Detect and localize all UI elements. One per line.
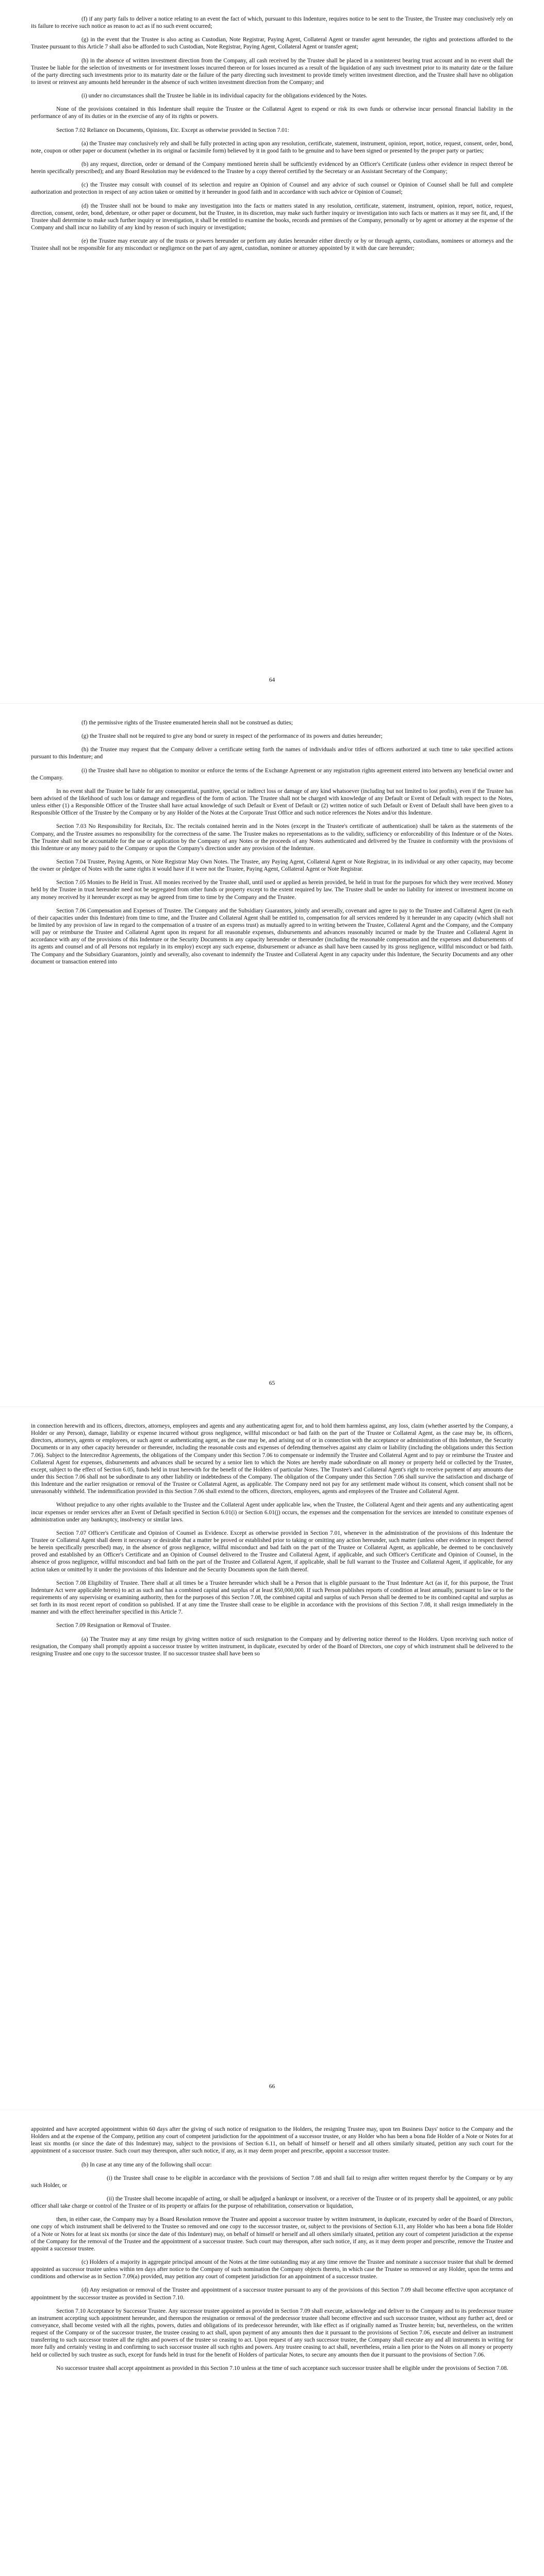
clause-7-02-e: (e) the Trustee may execute any of the trusts or powers hereunder or perform any duties hereunder either directly or by or through agents, custodians, nominees or attorneys and the Trustee shall not be responsible for any misconduct or negligence on the part of any agent, custodian, nominee or attorney appointed by it with due care hereunder; — [31, 238, 513, 252]
clause-7-01-g: (g) in the event that the Trustee is also acting as Custodian, Note Registrar, Paying Agent, Collateral Agent or transfer agent hereunder, the rights and protections afforded to the Trustee pursuant to this Article 7 shall also be afforded to such Custodian, Note Registrar, Paying Agent, Collateral Agent or transfer agent; — [31, 37, 513, 50]
clause-7-09-d: (d) Any resignation or removal of the Trustee and appointment of a successor trustee pursuant to any of the provisions of this Section 7.09 shall become effective upon acceptance of appointment by the successor trustee as provided in Section 7.10. — [31, 2287, 513, 2301]
page-number: 66 — [269, 2083, 275, 2090]
page-65 — [0, 703, 544, 1406]
section-7-10: Section 7.10 Acceptance by Successor Trustee. Any successor trustee appointed as provided in Section 7.09 shall execute, acknowledge and deliver to the Company and to its predecessor trustee an instrument accepting such appointment hereunder, and thereupon the resignation or removal of the predecessor trustee shall become effective and such successor trustee, without any further act, deed or conveyance, shall become vested with all the rights, powers, duties and obligations of its predecessor hereunder, with like effect as if originally named as Trustee herein; but, nevertheless, on the written request of the Company or of the successor trustee, the trustee ceasing to act shall, upon payment of any amounts then due it pursuant to the provisions of Section 7.06, execute and deliver an instrument transferring to such successor trustee all the rights and powers of the trustee so ceasing to act. Upon request of any such successor trustee, the Company shall execute any and all instruments in writing for more fully and certainly vesting in and confirming to such successor trustee all such rights and powers. Any trustee ceasing to act shall, nevertheless, retain a lien prior to the Notes on all money or property held or collected by such trustee as such, except for funds held in trust for the benefit of Holders of particular Notes, to secure any amounts then due it pursuant to the provisions of Section 7.06. — [31, 2308, 513, 2358]
clause-7-09-b: (b) In case at any time any of the following shall occur: — [81, 2161, 212, 2168]
section-7-05: Section 7.05 Monies to Be Held in Trust. All monies received by the Trustee shall, until used or applied as herein provided, be held in trust for the purposes for which they were received. Money held by the Trustee in trust hereunder need not be segregated from other funds or property except to the extent required by law. The Trustee shall be under no liability for interest or investment income on any money received by it hereunder except as may be agreed from time to time by the Company and the Trustee. — [31, 879, 513, 901]
clause-7-01-i: (i) under no circumstances shall the Trustee be liable in its individual capacity for the obligations evidenced by the Notes. — [81, 93, 368, 99]
body-paragraph: Without prejudice to any other rights available to the Trustee and the Collateral Agent under applicable law, when the Trustee, the Collateral Agent and their agents and any authenticating agent incur expenses or render services after an Event of Default specified in Section 6.01(i) or Section 6.01(j) occurs, the expenses and the compensation for the services are intended to constitute expenses of administration under any bankruptcy, insolvency or similar laws. — [31, 1502, 513, 1523]
clause-7-02-g: (g) the Trustee shall not be required to give any bond or surety in respect of the performance of its powers and duties hereunder; — [81, 733, 383, 740]
page-64 — [0, 0, 544, 703]
page-66 — [0, 1406, 544, 2110]
section-7-08: Section 7.08 Eligibility of Trustee. There shall at all times be a Trustee hereunder which shall be a Person that is eligible pursuant to the Trust Indenture Act (as if, for this purpose, the Trust Indenture Act were applicable hereto) to act as such and has a combined capital and surplus of at least $50,000,000. If such Person publishes reports of condition at least annually, pursuant to law or to the requirements of any supervising or examining authority, then for the purposes of this Section 7.08, the combined capital and surplus of such Person shall be deemed to be its combined capital and surplus as set forth in its most recent report of condition so published. If at any time the Trustee shall cease to be eligible in accordance with the provisions of this Section 7.08, it shall resign immediately in the manner and with the effect hereinafter specified in this Article 7. — [31, 1580, 513, 1616]
clause-7-09-a: (a) The Trustee may at any time resign by giving written notice of such resignation to the Company and by delivering notice thereof to the Holders. Upon receiving such notice of resignation, the Company shall promptly appoint a successor trustee by written instrument, in duplicate, executed by order of the Board of Directors, one copy of which instrument shall be delivered to the resigning Trustee and one copy to the successor trustee. If no successor trustee shall have been so — [31, 1636, 513, 1657]
clause-7-02-h: (h) the Trustee may request that the Company deliver a certificate setting forth the names of individuals and/or titles of officers authorized at such time to take specified actions pursuant to this Indenture; and — [31, 747, 513, 760]
clause-7-02-d: (d) the Trustee shall not be bound to make any investigation into the facts or matters stated in any resolution, certificate, statement, instrument, opinion, report, notice, request, direction, consent, order, bond, debenture, or other paper or document, but the Trustee, in its discretion, may make such further inquiry or investigation into such facts or matters as it may see fit, and, if the Trustee shall determine to make such further inquiry or investigation, it shall be entitled to examine the books, records and premises of the Company, personally or by agent or attorney at the expense of the Company and shall incur no liability of any kind by reason of such inquiry or investigation; — [31, 202, 513, 231]
clause-7-02-i: (i) the Trustee shall have no obligation to monitor or enforce the terms of the Exchange Agreement or any registration rights agreement entered into between any beneficial owner and the Company. — [31, 767, 513, 781]
section-7-06-continued: in connection herewith and its officers, directors, attorneys, employees and agents and any authenticating agent for, and to hold them harmless against, any loss, claim (whether asserted by the Company, a Holder or any Person), damage, liability or expense incurred without gross negligence, willful misconduct or bad faith on the part of the Trustee or Collateral Agent, as the case may be, its officers, directors, attorneys, agents or employees, or such agent or authenticating agent, as the case may be, and arising out of or in connection with the acceptance or administration of this Indenture, the Security Documents or in any other capacity hereunder or thereunder, including the reasonable costs and expenses of defending themselves against any claim or liability (including the obligations under this Section 7.06). Subject to the Intercreditor Agreements, the obligations of the Company under this Section 7.06 to compensate or indemnify the Trustee and Collateral Agent and to pay or reimburse the Trustee and Collateral Agent for expenses, disbursements and advances shall be secured by a senior lien to which the Notes are hereby made subordinate on all money or property held or collected by the Trustee, except, subject to the effect of Section 6.05, funds held in trust herewith for the benefit of the Holders of particular Notes. The Trustee's and Collateral Agent's right to receive payment of any amounts due under this Section 7.06 shall not be subordinate to any other liability or indebtedness of the Company. The obligation of the Company under this Section 7.06 shall survive the satisfaction and discharge of this Indenture and the earlier resignation or removal of the Trustee or Collateral Agent, as applicable. The Company need not pay for any settlement made without its consent, which consent shall not be unreasonably withheld. The indemnification provided in this Section 7.06 shall extend to the officers, directors, employees, agents and employees of the Trustee and Collateral Agent. — [31, 1423, 513, 1495]
section-7-03: Section 7.03 No Responsibility for Recitals, Etc. The recitals contained herein and in the Notes (except in the Trustee's certificate of authentication) shall be taken as the statements of the Company, and the Trustee assumes no responsibility for the correctness of the same. The Trustee makes no representations as to the validity, sufficiency or enforceability of this Indenture or of the Notes. The Trustee shall not be accountable for the use or application by the Company of any Notes or the proceeds of any Notes authenticated and delivered by the Trustee in conformity with the provisions of this Indenture or any money paid to the Company or upon the Company's direction under any provision of the Indenture. — [31, 823, 513, 852]
clause-7-02-f: (f) the permissive rights of the Trustee enumerated herein shall not be construed as duties; — [81, 720, 293, 726]
clause-7-01-f: (f) if any party fails to deliver a notice relating to an event the fact of which, pursuant to this Indenture, requires notice to be sent to the Trustee, the Trustee may conclusively rely on its failure to receive such notice as reason to act as if no such event occurred; — [31, 16, 513, 30]
clause-7-02-c: (c) the Trustee may consult with counsel of its selection and require an Opinion of Counsel and any advice of such counsel or Opinion of Counsel shall be full and complete authorization and protection in respect of any action taken or omitted by it hereunder in good faith and in accordance with such advice or Opinion of Counsel; — [31, 182, 513, 196]
section-7-07: Section 7.07 Officer's Certificate and Opinion of Counsel as Evidence. Except as otherwise provided in Section 7.01, whenever in the administration of the provisions of this Indenture the Trustee or Collateral Agent shall deem it necessary or desirable that a matter be proved or established prior to taking or omitting any action hereunder, such matter (unless other evidence in respect thereof be herein specifically prescribed) may, in the absence of gross negligence, willful misconduct and bad faith on the part of the Trustee or Collateral Agent, as applicable, be deemed to be conclusively proved and established by an Officer's Certificate and an Opinion of Counsel delivered to the Trustee and Collateral Agent, if applicable, and such Officer's Certificate and Opinion of Counsel, in the absence of gross negligence, willful misconduct and bad faith on the part of the Trustee and Collateral Agent, if applicable, shall be full warrant to the Trustee and Collateral Agent, if applicable, for any action taken or omitted by it under the provisions of this Indenture and the Security Documents upon the faith thereof. — [31, 1530, 513, 1573]
clause-7-09-a-continued: appointed and have accepted appointment within 60 days after the giving of such notice of resignation to the Holders, the resigning Trustee may, upon ten Business Days' notice to the Company and the Holders and at the expense of the Company, petition any court of competent jurisdiction for the appointment of a successor trustee, or any Holder who has been a bona fide Holder of a Note or Notes for at least six months (or since the date of this Indenture) may, subject to the provisions of Section 6.11, on behalf of himself or herself and all others similarly situated, petition any such court for the appointment of a successor trustee. Such court may thereupon, after such notice, if any, as it may deem proper and prescribe, appoint a successor trustee. — [31, 2126, 513, 2155]
clause-7-09-b-ii: (ii) the Trustee shall become incapable of acting, or shall be adjudged a bankrupt or insolvent, or a receiver of the Trustee or of its property shall be appointed, or any public officer shall take charge or control of the Trustee or of its property or affairs for the purpose of rehabilitation, conservation or liquidation, — [31, 2195, 513, 2210]
page-number: 64 — [269, 676, 275, 683]
section-7-06: Section 7.06 Compensation and Expenses of Trustee. The Company and the Subsidiary Guarantors, jointly and severally, covenant and agree to pay to the Trustee and Collateral Agent (in each of their capacities under this Indenture) from time to time, and the Trustee and Collateral Agent shall be entitled to, compensation for all services rendered by it hereunder in any capacity (which shall not be limited by any provision of law in regard to the compensation of a trustee of an express trust) as mutually agreed to in writing between the Trustee, Collateral Agent and the Company, and the Company will pay or reimburse the Trustee and Collateral Agent upon its request for all reasonable expenses, disbursements and advances reasonably incurred or made by the Trustee and Collateral Agent in accordance with any of the provisions of this Indenture or the Security Documents in any capacity hereunder or thereunder (including the reasonable compensation and the expenses and disbursements of its agents and counsel and of all Persons not regularly in its employ) except any such expense, disbursement or advance as shall have been caused by its gross negligence, willful misconduct or bad faith. The Company and the Subsidiary Guarantors, jointly and severally, also covenant to indemnify the Trustee and Collateral Agent in any capacity under this Indenture, the Security Documents and any other document or transaction entered into — [31, 907, 513, 965]
clause-7-01-h: (h) in the absence of written investment direction from the Company, all cash received by the Trustee shall be placed in a noninterest bearing trust account and in no event shall the Trustee be liable for the selection of investments or for investment losses incurred thereon or for losses incurred as a result of the liquidation of any such investment prior to its maturity date or the failure of the party directing such investments prior to its maturity date or the failure of the party directing such investment to provide timely written investment direction, and the Trustee shall have no obligation to invest or reinvest any amounts held hereunder in the absence of such written investment direction from the Company; and — [31, 57, 513, 86]
body-paragraph: No successor trustee shall accept appointment as provided in this Section 7.10 unless at the time of such acceptance such successor trustee shall be eligible under the provisions of Section 7.08. — [56, 2365, 508, 2371]
section-7-04: Section 7.04 Trustee, Paying Agents, or Note Registrar May Own Notes. The Trustee, any Paying Agent, Collateral Agent or Note Registrar, in its individual or any other capacity, may become the owner or pledgee of Notes with the same rights it would have if it were not the Trustee, Paying Agent, Collateral Agent or Note Registrar. — [31, 858, 513, 873]
body-paragraph: then, in either case, the Company may by a Board Resolution remove the Trustee and appoint a successor trustee by written instrument, in duplicate, executed by order of the Board of Directors, one copy of which instrument shall be delivered to the Trustee so removed and one copy to the successor trustee, or, subject to the provisions of Section 6.11, any Holder who has been a bona fide Holder of a Note or Notes for at least six months (or since the date of this Indenture) may, on behalf of himself or herself and all others similarly situated, petition any court of competent jurisdiction at the expense of the Company for the removal of the Trustee and the appointment of a successor trustee. Such court may thereupon, after such notice, if any, as it may deem proper and prescribe, remove the Trustee and appoint a successor trustee. — [31, 2216, 513, 2252]
clause-7-02-a: (a) the Trustee may conclusively rely and shall be fully protected in acting upon any resolution, certificate, statement, instrument, opinion, report, notice, request, consent, order, bond, note, coupon or other paper or document (whether in its original or facsimile form) believed by it in good faith to be genuine and to have been signed or presented by the proper party or parties; — [31, 140, 513, 154]
section-7-09-heading: Section 7.09 Resignation or Removal of Trustee. — [56, 1622, 171, 1629]
clause-7-09-c: (c) Holders of a majority in aggregate principal amount of the Notes at the time outstanding may at any time remove the Trustee and nominate a successor trustee that shall be deemed appointed as successor trustee unless within ten days after notice to the Company of such nomination the Company objects thereto, in which case the Trustee so removed or any Holder, upon the terms and conditions and otherwise as in Section 7.09(a) provided, may petition any court of competent jurisdiction for an appointment of a successor trustee. — [31, 2259, 513, 2280]
page-number: 65 — [269, 1380, 275, 1386]
clause-7-09-b-i: (i) the Trustee shall cease to be eligible in accordance with the provisions of Section 7.08 and shall fail to resign after written request therefor by the Company or by any such Holder, or — [31, 2175, 513, 2189]
body-paragraph: In no event shall the Trustee be liable for any consequential, punitive, special or indirect loss or damage of any kind whatsoever (including but not limited to lost profits), even if the Trustee has been advised of the likelihood of such loss or damage and regardless of the form of action. The Trustee shall not be charged with knowledge of any Default or Event of Default with respect to the Notes, unless either (1) a Responsible Officer of the Trustee shall have actual knowledge of such Default or Event of Default or (2) written notice of such Default or Event of Default shall have been given to a Responsible Officer of the Trustee by the Company or by any Holder of the Notes at the Corporate Trust Office and such notice references the Notes and/or this Indenture. — [31, 788, 513, 817]
section-7-02-heading: Section 7.02 Reliance on Documents, Opinions, Etc. Except as otherwise provided in Section 7.01: — [56, 127, 289, 133]
clause-7-02-b: (b) any request, direction, order or demand of the Company mentioned herein shall be sufficiently evidenced by an Officer's Certificate (unless other evidence in respect thereof be herein specifically prescribed); and any Board Resolution may be evidenced to the Trustee by a copy thereof certified by the Secretary or an Assistant Secretary of the Company; — [31, 161, 513, 175]
page-67 — [0, 2110, 544, 2576]
body-paragraph: None of the provisions contained in this Indenture shall require the Trustee or the Collateral Agent to expend or risk its own funds or otherwise incur personal financial liability in the performance of any of its duties or in the exercise of any of its rights or powers. — [31, 106, 513, 120]
